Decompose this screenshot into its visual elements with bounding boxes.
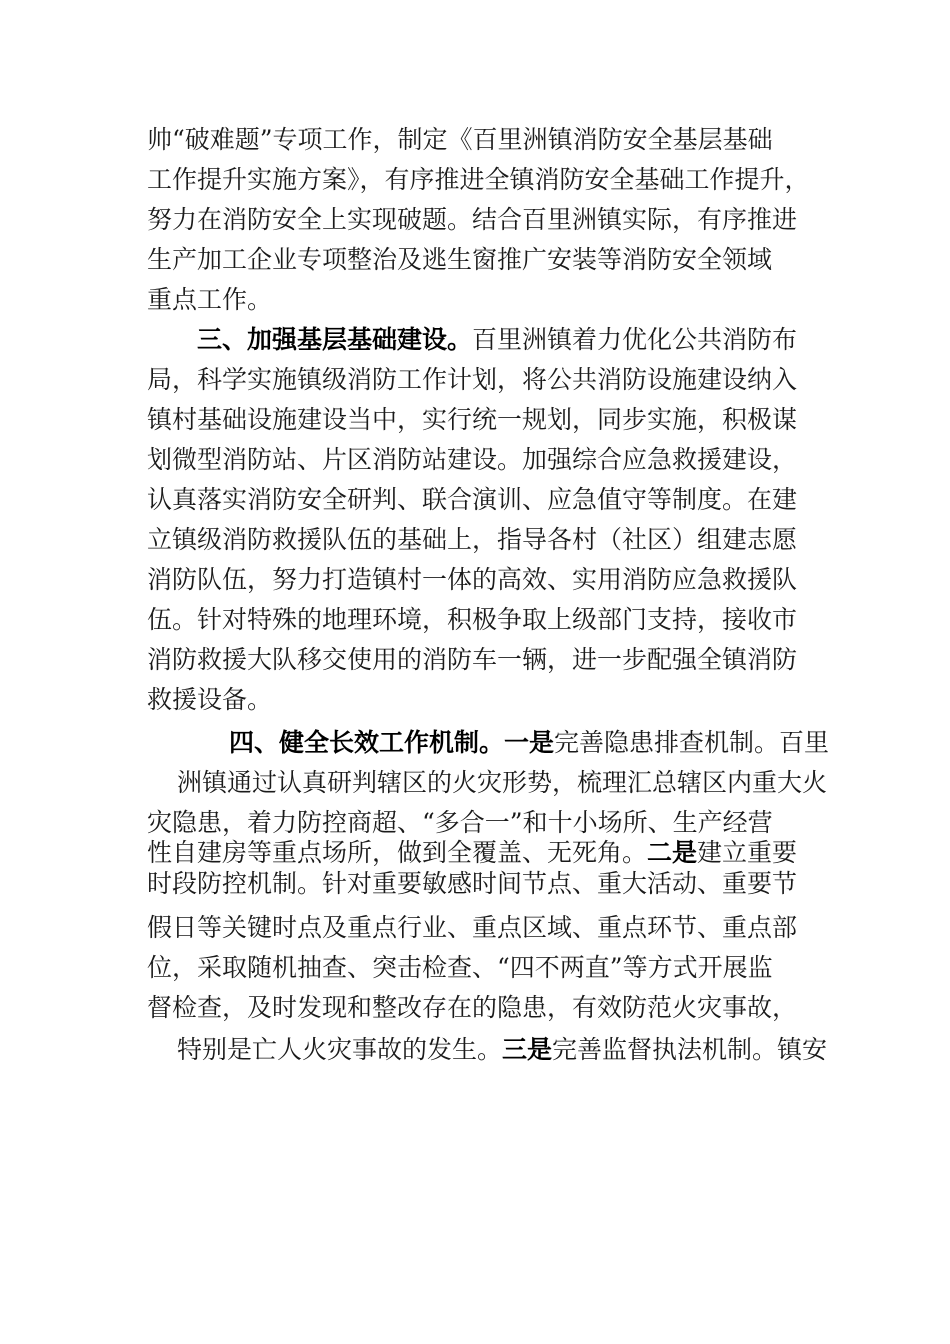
text-span: 特别是亡人火灾事故的发生。 [177, 1035, 503, 1064]
paragraph-first-line [229, 728, 829, 758]
text-line: 认真落实消防安全研判、联合演训、应急值守等制度。在建 [147, 485, 798, 514]
text-span: 完善监督执法机制。镇安 [552, 1035, 828, 1064]
text-span: 完善隐患排查机制。百里 [554, 728, 830, 757]
text-line: 时段防控机制。针对重要敏感时间节点、重大活动、重要节 [147, 869, 798, 898]
text-line: 督检查，及时发现和整改存在的隐患，有效防范火灾事故， [147, 993, 798, 1022]
text-line: 消防救援大队移交使用的消防车一辆，进一步配强全镇消防 [147, 645, 798, 674]
text-line: 消防队伍，努力打造镇村一体的高效、实用消防应急救援队 [147, 565, 798, 594]
text-line: 局，科学实施镇级消防工作计划，将公共消防设施建设纳入 [147, 365, 798, 394]
point-label-two: 二是 [647, 838, 698, 867]
text-line: 立镇级消防救援队伍的基础上，指导各村（社区）组建志愿 [147, 525, 798, 554]
text-line: 镇村基础设施建设当中，实行统一规划，同步实施，积极谋 [147, 405, 798, 434]
text-line: 划微型消防站、片区消防站建设。加强综合应急救援建设， [147, 445, 798, 474]
text-line: 努力在消防安全上实现破题。结合百里洲镇实际，有序推进 [147, 205, 798, 234]
text-line: 洲镇通过认真研判辖区的火灾形势，梳理汇总辖区内重大火 [177, 768, 828, 797]
text-line [147, 838, 797, 868]
text-line [177, 1035, 827, 1065]
text-line: 重点工作。 [147, 285, 273, 314]
text-span: 百里洲镇着力优化公共消防布 [472, 325, 798, 354]
section-heading-3: 三、加强基层基础建设。 [197, 325, 473, 354]
section-heading-4: 四、健全长效工作机制。 [229, 728, 505, 757]
text-span: 建立重要 [697, 838, 798, 867]
point-label-one: 一是 [504, 728, 555, 757]
text-line: 帅“破难题”专项工作，制定《百里洲镇消防安全基层基础 [147, 125, 773, 154]
text-line: 位，采取随机抽查、突击检查、“四不两直”等方式开展监 [147, 953, 773, 982]
text-line: 生产加工企业专项整治及逃生窗推广安装等消防安全领域 [147, 245, 773, 274]
text-line: 救援设备。 [147, 685, 273, 714]
text-line: 伍。针对特殊的地理环境，积极争取上级部门支持，接收市 [147, 605, 798, 634]
text-line: 工作提升实施方案》，有序推进全镇消防安全基础工作提升， [147, 165, 810, 194]
text-line: 假日等关键时点及重点行业、重点区域、重点环节、重点部 [147, 913, 798, 942]
text-line: 灾隐患，着力防控商超、“多合一”和十小场所、生产经营 [147, 808, 773, 837]
point-label-three: 三是 [502, 1035, 553, 1064]
paragraph-first-line [197, 325, 797, 355]
text-span: 性自建房等重点场所，做到全覆盖、无死角。 [147, 838, 648, 867]
